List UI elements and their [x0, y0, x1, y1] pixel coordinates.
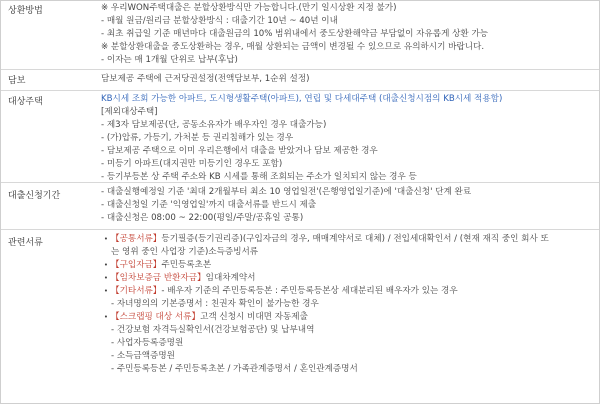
- exclusion-item: - 등기부등본 상 주택 주소와 KB 시세를 통해 조회되는 주소가 일치되지 않는 경우 등: [101, 172, 417, 182]
- bullet-icon: •: [103, 287, 109, 295]
- repayment-line: - 매월 원금/원리금 분할상환방식 : 대출기간 10년 ~ 40년 이내: [101, 16, 338, 26]
- document-tag: 【구입자금】: [111, 260, 162, 270]
- document-text: 주민등록초본: [161, 260, 212, 270]
- bullet-icon: •: [103, 235, 109, 243]
- documents-content: [101, 233, 595, 376]
- application-period-label: 대출신청기간: [8, 191, 61, 201]
- bullet-icon: •: [103, 313, 109, 321]
- document-subitem: - 건강보험 자격득실확인서(건강보험공단) 및 납부내역: [111, 325, 315, 335]
- application-line: - 대출신청은 08:00 ~ 22:00(평일/주말/공휴일 공통): [101, 213, 304, 223]
- repayment-line: - 이자는 매 1개월 단위로 납부(후납): [101, 55, 238, 65]
- collateral-content: [101, 73, 595, 86]
- exclusion-item: - 미등기 아파트(대지권만 미등기인 경우도 포함): [101, 159, 283, 169]
- document-text: 고객 신청시 비대면 자동제출: [200, 312, 308, 322]
- document-item: [101, 259, 595, 272]
- repayment-line: ※ 우리WON주택대출은 분할상환방식만 가능합니다.(만기 일시상환 지정 불가): [101, 3, 397, 13]
- document-item: [101, 233, 595, 246]
- repayment-row: [1, 1, 599, 69]
- exclusion-item: - 담보제공 주택으로 이미 우리은행에서 대출을 받았거나 담보 제공한 경우: [101, 146, 378, 156]
- document-text: - 배우자 기준의 주민등록등본 : 주민등록등본상 세대분리된 배우자가 있는 경우: [161, 286, 458, 296]
- document-text: 임대차계약서: [205, 273, 256, 283]
- document-subitem: - 소득금액증명원: [111, 351, 175, 361]
- application-line: - 대출실행예정일 기준 '최대 2개월부터 최소 10 영업일전'(은행영업일기준)에 '대출신청' 단계 완료: [101, 187, 472, 197]
- collateral-label: 담보: [8, 76, 26, 86]
- bullet-icon: •: [103, 274, 109, 282]
- document-tag: 【임차보증금 반환자금】: [111, 273, 206, 283]
- exclusion-item: - (가)압류, 가등기, 가처분 등 권리침해가 있는 경우: [101, 133, 294, 143]
- document-subitem: - 사업자등록증명원: [111, 338, 184, 348]
- documents-label: 관련서류: [8, 238, 43, 248]
- collateral-line: 담보제공 주택에 근저당권설정(전액담보부, 1순위 설정): [101, 74, 310, 84]
- exclusion-item: - 제3자 담보제공(단, 공동소유자가 배우자인 경우 대출가능): [101, 120, 327, 130]
- repayment-line: ※ 분할상환대출을 중도상환하는 경우, 매월 상환되는 금액이 변경될 수 있으므로 유의하시기 바랍니다.: [101, 42, 485, 52]
- document-continuation: 는 영위 중인 사업장 기준)소득증빙서류: [111, 247, 259, 257]
- document-item: [101, 272, 595, 285]
- target-house-highlight: KB시세 조회 가능한 아파트, 도시형생활주택(아파트), 연립 및 다세대주택 (대출신청시점의 KB시세 적용함): [101, 94, 503, 104]
- target-house-row: [1, 90, 599, 181]
- document-tag: 【스크랩핑 대상 서류】: [111, 312, 201, 322]
- repayment-content: [101, 2, 595, 67]
- documents-row: [1, 229, 599, 404]
- repayment-line: - 최초 취급일 기준 매년마다 대출원금의 10% 범위내에서 중도상환해약금 부담없이 자유롭게 상환 가능: [101, 29, 489, 39]
- document-subitem: - 주민등록등본 / 주민등록초본 / 가족관계증명서 / 혼인관계증명서: [111, 364, 358, 374]
- collateral-row: [1, 69, 599, 90]
- document-tag: 【공통서류】: [111, 234, 162, 244]
- document-tag: 【기타서류】: [111, 286, 162, 296]
- document-item: [101, 285, 595, 298]
- document-item: [101, 311, 595, 324]
- application-period-content: [101, 186, 595, 225]
- repayment-label: 상환방법: [8, 6, 43, 16]
- application-period-row: [1, 182, 599, 229]
- document-subitem: - 자녀명의의 기본증명서 : 친권자 확인이 불가능한 경우: [111, 299, 319, 309]
- bullet-icon: •: [103, 261, 109, 269]
- target-house-content: [101, 93, 595, 184]
- document-text: 등기필증(등기권리증)(구입자금의 경우, 매매계약서로 대체) / 전입세대확인서 / (현재 재직 중인 회사 또: [161, 234, 549, 244]
- target-house-label: 대상주택: [8, 97, 43, 107]
- application-line: - 대출신청일 기준 '익영업일'까지 대출서류를 반드시 제출: [101, 200, 317, 210]
- exclusion-title: [제외대상주택]: [101, 107, 158, 117]
